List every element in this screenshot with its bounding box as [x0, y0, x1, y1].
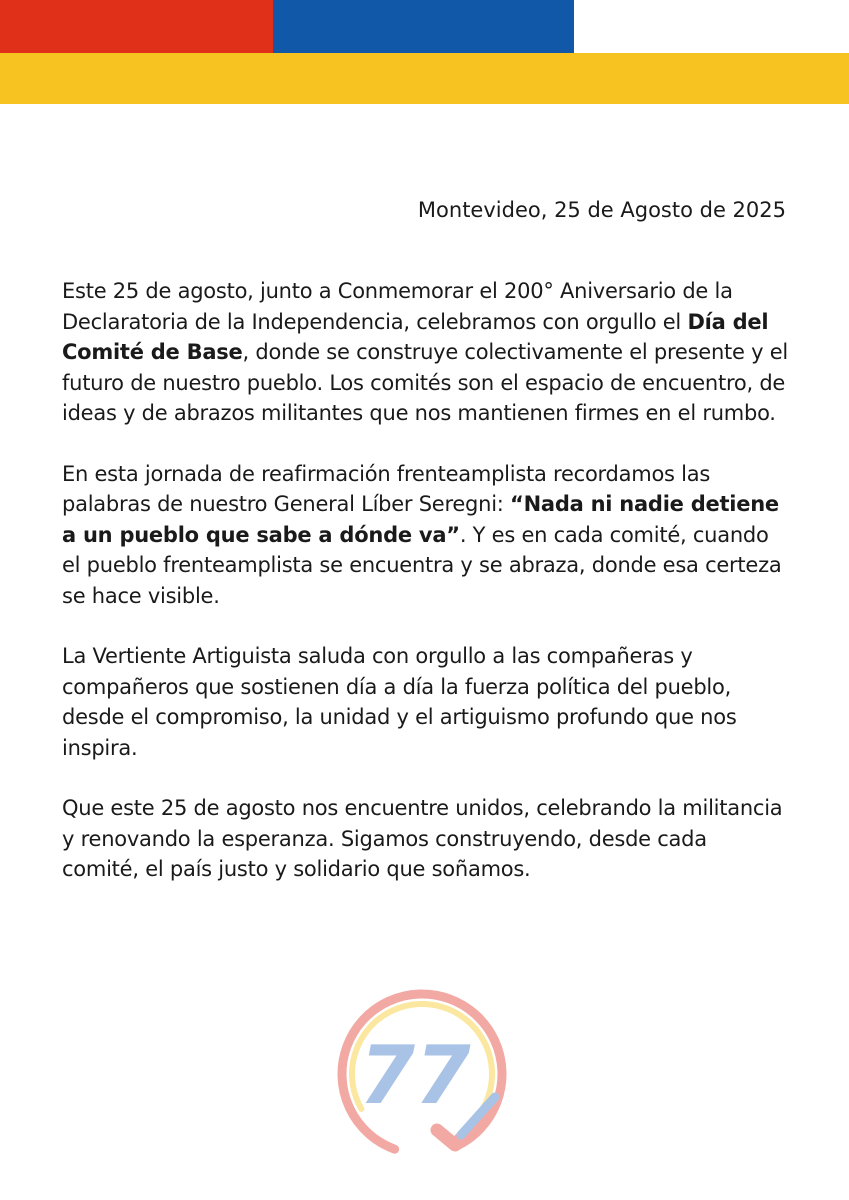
logo-number: 77 — [359, 1029, 471, 1122]
paragraph-4: Que este 25 de agosto nos encuentre unidos, celebrando la militancia y renovando la esperanza. Sigamos construyendo, desde cada comité, el país justo y solidario que soñamos. — [62, 796, 783, 881]
letter-body — [62, 276, 790, 915]
header-band-red — [0, 0, 273, 53]
paragraph-2: En esta jornada de reafirmación frenteamplista recordamos las palabras de nuestro General Líber Seregni: “Nada ni nadie detiene a un pueblo que sabe a dónde va”. Y es en cada comité, cuando el pueblo frenteamplista se encuentra y se abraza, donde esa certeza se hace visible. — [62, 461, 782, 608]
paragraph-1: Este 25 de agosto, junto a Conmemorar el 200° Aniversario de la Declaratoria de la Independencia, celebramos con orgullo el Día del Comité de Base, donde se construye colectivamente el presente y el futuro de nuestro pueblo. Los comités son el espacio de encuentro, de ideas y de abrazos militantes que nos mantienen firmes en el rumbo. — [62, 279, 788, 425]
paragraph-3: La Vertiente Artiguista saluda con orgullo a las compañeras y compañeros que sostienen día a día la fuerza política del pueblo, desde el compromiso, la unidad y el artiguismo profundo que nos inspira. — [62, 644, 737, 760]
seregni-quote: “Nada ni nadie detiene a un pueblo que sabe a dónde va” — [62, 492, 779, 547]
letter-date: Montevideo, 25 de Agosto de 2025 — [417, 198, 786, 222]
header-band-yellow — [0, 53, 849, 104]
highlight-dia-comite: Día del Comité de Base — [62, 309, 769, 364]
logo-77-check — [333, 985, 511, 1163]
header-band-blue — [273, 0, 574, 53]
